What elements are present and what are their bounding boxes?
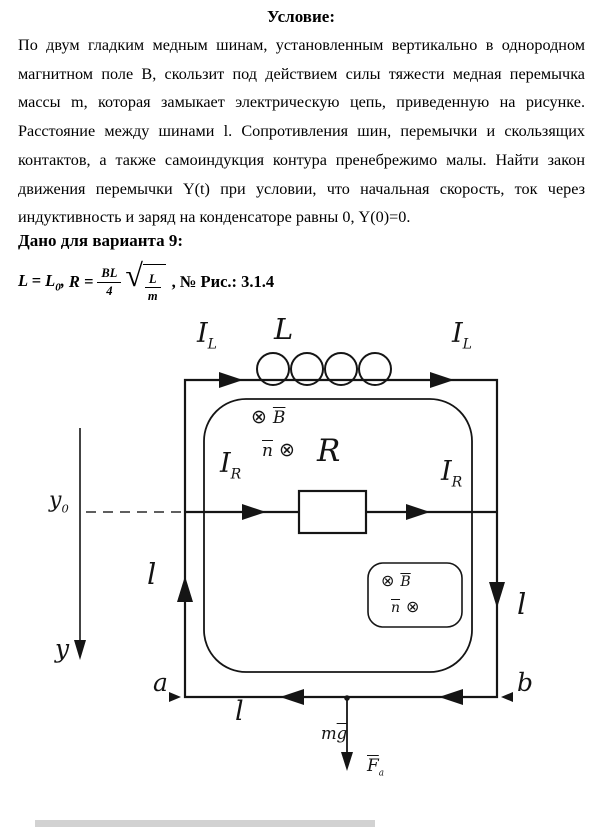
formula-comma: , (60, 270, 65, 290)
root-numerator: L (145, 272, 161, 288)
arrow-end-b (501, 692, 513, 702)
fraction-numerator: BL (97, 266, 121, 282)
figure-reference: , № Рис.: 3.1.4 (171, 272, 275, 291)
label-current-IL-right: $I_L$ (452, 318, 472, 353)
label-inductance-L: L (274, 312, 294, 346)
label-y-axis: y (55, 634, 70, 663)
formula-L-eq: L = L (18, 270, 56, 290)
given-heading: Дано для варианта 9: (18, 231, 184, 250)
page-title: Условие: (267, 7, 335, 26)
root-denominator: m (147, 289, 158, 303)
field-marker-B-top (251, 408, 285, 427)
into-page-icon: ⊗ (278, 439, 295, 461)
label-length-l-bottom: l (235, 696, 244, 727)
arrow-end-a (169, 692, 181, 702)
arrow-force-down (341, 752, 353, 771)
bottom-divider (35, 820, 375, 827)
label-resistance-R: R (317, 433, 341, 469)
radical-sign: √ (125, 256, 143, 293)
into-page-icon: ⊗ (406, 597, 420, 616)
arrow-bottom-left (280, 689, 304, 705)
arrow-top-right-right (430, 372, 454, 388)
arrow-mid-right-right (406, 504, 430, 520)
arrow-right-wire-down (489, 582, 505, 608)
field-marker-B-inner (381, 573, 411, 589)
label-weight-mg: $m\overline{g}$ (321, 724, 348, 743)
vector-n-label: $\overline{n}$ (262, 441, 273, 461)
formula-R-eq: R = (68, 272, 94, 291)
label-length-l-left: l (147, 557, 157, 591)
into-page-icon: ⊗ (251, 406, 267, 428)
problem-statement: По двум гладким медным шинам, установленным вертикально в однородном магнитном поле B, скользит под действием силы тяжести медная перемычка массы m, которая замыкает электрическую цепь, приведенную на рисунке. Расстояние между шинами l. Сопротивления шин, перемычки и скользящих контактов, а также самоиндукция контура пренебрежимо малы. Найти закон движения перемычки Y(t) при условии, что начальная скорость, ток через индуктивность и заряд на конденсаторе равны 0, Y(0)=0. (18, 36, 585, 227)
vector-B-label: $\overline{B}$ (400, 574, 411, 590)
resistor-box (299, 491, 366, 533)
label-end-a: a (153, 668, 168, 697)
vector-B-label: $\overline{B}$ (272, 408, 286, 428)
formula-L-subscript: 0 (55, 281, 61, 294)
label-y0: $y_0$ (49, 488, 69, 516)
label-end-b: b (517, 668, 534, 697)
arrow-left-wire-up (177, 576, 193, 602)
label-current-IR-right: $I_R$ (441, 456, 463, 491)
normal-marker-n-top (262, 441, 295, 460)
arrow-bottom-right (439, 689, 463, 705)
fraction-denominator: 4 (106, 283, 113, 298)
vector-n-label: $\overline{n}$ (391, 600, 401, 616)
label-current-IR-left: $I_R$ (220, 448, 242, 483)
current-direction-arrows (74, 372, 513, 771)
label-current-IL-left: $I_L$ (197, 318, 217, 353)
arrow-top-left-right (219, 372, 243, 388)
outer-circuit-loop (185, 380, 497, 697)
arrow-y-axis-down (74, 640, 86, 660)
bar-center-point (344, 695, 350, 701)
label-force-Fa: $\overline{F}_a$ (367, 756, 385, 779)
arrow-mid-left-right (242, 504, 266, 520)
into-page-icon: ⊗ (381, 571, 395, 590)
normal-marker-n-inner (391, 599, 419, 615)
label-length-l-right: l (517, 587, 527, 621)
